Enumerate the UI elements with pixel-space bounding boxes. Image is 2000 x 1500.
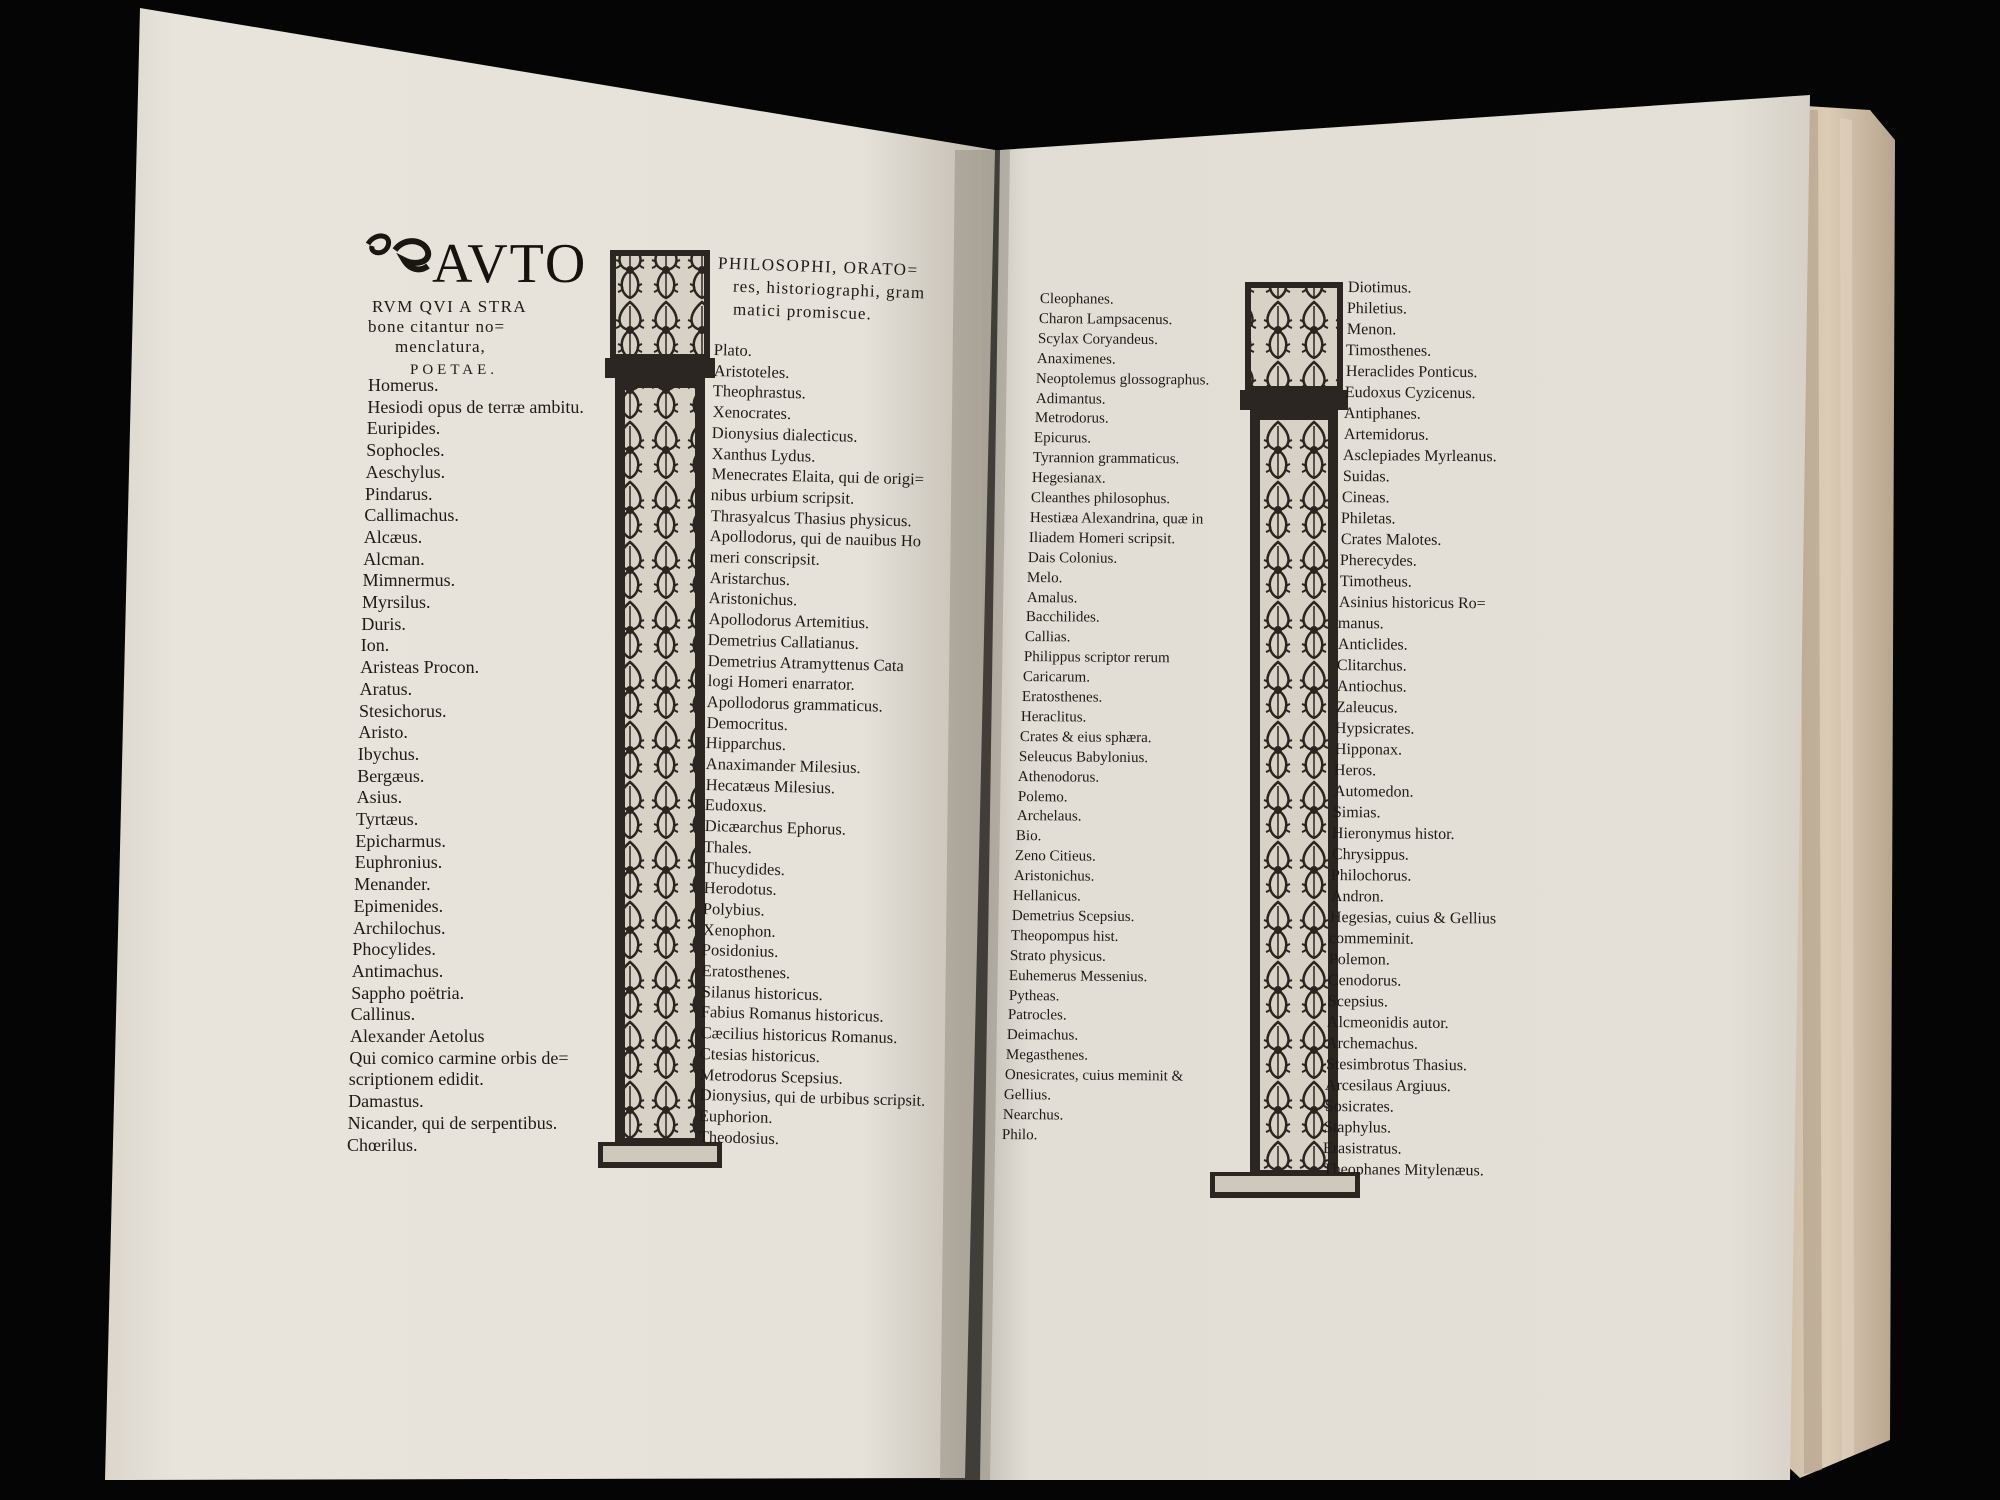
right-col2-entry: Pherecydes. xyxy=(1340,552,1418,570)
right-col1-entry: Seleucus Babylonius. xyxy=(1019,748,1149,766)
poet-entry: Bergæus. xyxy=(357,765,425,786)
poet-entry: Epicharmus. xyxy=(355,830,446,851)
right-col1-entry: Dais Colonius. xyxy=(1028,549,1118,567)
right-col2-entry: Artemidorus. xyxy=(1343,426,1429,444)
right-col1-entry: Scylax Coryandeus. xyxy=(1038,330,1159,348)
philosophi-heading-1: PHILOSOPHI, ORATO= xyxy=(717,253,919,280)
right-col2-entry: Asclepiades Myrleanus. xyxy=(1343,447,1497,466)
right-col1-entry: Euhemerus Messenius. xyxy=(1009,967,1148,985)
philosopher-entry: Hecatæus Milesius. xyxy=(705,774,835,798)
right-col1-entry: Hestiæa Alexandrina, quæ in xyxy=(1029,509,1204,528)
philosopher-entry: Eratosthenes. xyxy=(701,961,791,983)
philosopher-entry: Euphorion. xyxy=(698,1105,774,1127)
philosopher-entry: Metrodorus Scepsius. xyxy=(699,1064,844,1088)
right-col2-entry: Antiochus. xyxy=(1336,678,1407,696)
poet-entry: Qui comico carmine orbis de= xyxy=(349,1047,569,1068)
poet-entry: Ion. xyxy=(360,635,390,656)
right-col2-entry: commeminit. xyxy=(1329,930,1415,948)
philosopher-entry: nibus urbium scripsit. xyxy=(710,484,855,508)
philosopher-entry: Xanthus Lydus. xyxy=(711,443,816,466)
right-col2-entry: Chrysippus. xyxy=(1331,846,1409,864)
right-col2-entry: Clitarchus. xyxy=(1337,657,1407,675)
poet-entry: Aristeas Procon. xyxy=(360,657,480,678)
right-col2-entry: manus. xyxy=(1338,615,1385,633)
philosopher-entry: Anaximander Milesius. xyxy=(705,754,861,778)
poet-entry: Callimachus. xyxy=(364,505,459,526)
philosopher-entry: Aristarchus. xyxy=(709,567,790,589)
poet-entry: Euphronius. xyxy=(354,852,443,873)
right-col2-entry: Philetius. xyxy=(1347,300,1408,318)
right-col2-entry: Timosthenes. xyxy=(1346,342,1432,360)
right-col2-entry: Asinius historicus Ro= xyxy=(1338,594,1486,613)
poet-entry: Ibychus. xyxy=(357,743,420,764)
philosopher-entry: Demetrius Callatianus. xyxy=(707,629,860,653)
right-col1-entry: Nearchus. xyxy=(1002,1106,1064,1124)
poet-entry: Antimachus. xyxy=(351,960,444,981)
philosopher-entry: Theodosius. xyxy=(698,1126,780,1148)
poet-entry: Aratus. xyxy=(359,678,413,699)
heading-line-2: bone citantur no= xyxy=(368,317,506,336)
right-col1-entry: Neoptolemus glossographus. xyxy=(1036,370,1210,389)
right-col1-entry: Bio. xyxy=(1015,828,1042,845)
right-col2-entry: Heros. xyxy=(1334,762,1377,780)
right-col1-entry: Pytheas. xyxy=(1008,987,1059,1004)
philosopher-entry: Hipparchus. xyxy=(705,733,787,755)
philosophi-heading-3: matici promiscue. xyxy=(732,299,873,324)
right-col1-entry: Philippus scriptor rerum xyxy=(1023,649,1170,667)
philosophi-heading-2: res, historiographi, gram xyxy=(732,276,926,303)
right-col1-entry: Onesicrates, cuius meminit & xyxy=(1004,1067,1184,1085)
right-col1-entry: Athenodorus. xyxy=(1018,768,1100,786)
right-col2-entry: Zaleucus. xyxy=(1335,699,1398,717)
right-col1-entry: Megasthenes. xyxy=(1005,1047,1088,1064)
right-col2-entry: Crates Malotes. xyxy=(1340,531,1442,549)
right-col2-entry: Erasistratus. xyxy=(1323,1140,1403,1158)
poet-entry: Pindarus. xyxy=(365,483,433,504)
poet-entry: Callinus. xyxy=(350,1004,416,1025)
philosopher-entry: Xenophon. xyxy=(702,919,776,941)
right-col2-entry: Heraclides Ponticus. xyxy=(1345,363,1478,382)
right-col2-entry: Philochorus. xyxy=(1331,867,1412,885)
right-col2-entry: Theophanes Mitylenæus. xyxy=(1322,1161,1484,1180)
philosopher-entry: Thrasyalcus Thasius physicus. xyxy=(710,505,912,530)
poet-entry: Damastus. xyxy=(348,1091,424,1112)
right-col1-entry: Patrocles. xyxy=(1007,1007,1067,1024)
right-col2-entry: Polemon. xyxy=(1328,951,1390,969)
poet-entry: Alcman. xyxy=(363,548,425,569)
right-col1-entry: Cleanthes philosophus. xyxy=(1030,490,1171,508)
right-col1-entry: Callias. xyxy=(1024,629,1071,646)
poet-entry: scriptionem edidit. xyxy=(348,1069,484,1090)
right-col1-entry: Hegesianax. xyxy=(1031,470,1106,487)
philosopher-entry: Apollodorus, qui de nauibus Ho xyxy=(709,526,922,551)
right-col2-entry: Suidas. xyxy=(1342,468,1390,486)
right-col2-entry: Hegesias, cuius & Gellius xyxy=(1329,909,1497,928)
right-col1-entry: Archelaus. xyxy=(1016,808,1082,825)
philosopher-entry: Xenocrates. xyxy=(712,402,792,424)
right-col2-entry: Timotheus. xyxy=(1339,573,1412,591)
poet-entry: Archilochus. xyxy=(353,917,446,938)
philosopher-entry: Silanus historicus. xyxy=(701,981,823,1004)
right-col2-entry: Eudoxus Cyzicenus. xyxy=(1344,384,1476,403)
philosopher-entry: Herodotus. xyxy=(703,878,777,900)
philosopher-entry: Dionysius, qui de urbibus scripsit. xyxy=(699,1085,926,1111)
right-col2-entry: Cineas. xyxy=(1341,489,1390,507)
right-col1-entry: Anaximenes. xyxy=(1037,350,1117,368)
right-col1-entry: Crates & eius sphæra. xyxy=(1020,728,1152,746)
philosopher-entry: Polybius. xyxy=(702,898,766,920)
poet-entry: Mimnermus. xyxy=(362,570,456,591)
right-col1-entry: Hellanicus. xyxy=(1012,888,1081,905)
right-col2-entry: Archemachus. xyxy=(1326,1035,1419,1053)
right-col2-entry: Alcmeonidis autor. xyxy=(1326,1014,1449,1033)
poet-entry: Nicander, qui de serpentibus. xyxy=(347,1112,558,1133)
right-col1-entry: Eratosthenes. xyxy=(1021,689,1103,706)
poet-entry: Asius. xyxy=(356,787,403,808)
philosopher-entry: logi Homeri enarrator. xyxy=(707,671,855,695)
right-col1-entry: Theopompus hist. xyxy=(1011,927,1119,945)
right-col1-entry: Zeno Citieus. xyxy=(1014,848,1096,865)
philosopher-entry: Theophrastus. xyxy=(712,381,807,403)
heading-title: AVTO xyxy=(432,233,588,295)
right-col1-entry: Adimantus. xyxy=(1035,390,1106,408)
philosopher-entry: Eudoxus. xyxy=(704,795,768,817)
right-col1-entry: Deimachus. xyxy=(1006,1027,1078,1044)
poet-entry: Duris. xyxy=(361,613,406,634)
philosopher-entry: Aristoteles. xyxy=(713,360,790,382)
philosopher-entry: Ctesias historicus. xyxy=(699,1043,821,1066)
right-col2-entry: Staphylus. xyxy=(1323,1119,1392,1137)
poet-entry: Alcæus. xyxy=(363,526,423,547)
philosopher-entry: Aristonichus. xyxy=(708,588,798,610)
right-col2-entry: Antiphanes. xyxy=(1344,405,1422,423)
right-col2-entry: Simias. xyxy=(1332,804,1381,822)
right-col1-entry: Metrodorus. xyxy=(1034,410,1109,428)
philosopher-entry: Dicæarchus Ephorus. xyxy=(704,816,846,839)
poetae-heading: POETAE. xyxy=(410,362,499,378)
philosopher-entry: Posidonius. xyxy=(701,940,779,962)
right-col2-entry: Cenodorus. xyxy=(1328,972,1402,990)
right-col2-entry: Menon. xyxy=(1346,321,1397,339)
poet-entry: Myrsilus. xyxy=(362,592,431,612)
right-col1-entry: Tyrannion grammaticus. xyxy=(1032,450,1180,468)
right-col1-entry: Caricarum. xyxy=(1022,669,1090,686)
right-col2-entry: Diotimus. xyxy=(1347,279,1412,297)
poet-entry: Hesiodi opus de terræ ambitu. xyxy=(367,396,584,417)
right-col1-entry: Melo. xyxy=(1027,569,1063,586)
right-col2-entry: Scepsius. xyxy=(1327,993,1388,1011)
philosopher-entry: Apollodorus grammaticus. xyxy=(706,691,884,716)
right-col2-entry: Automedon. xyxy=(1333,783,1414,801)
poet-entry: Sappho poëtria. xyxy=(351,982,465,1003)
poet-entry: Sophocles. xyxy=(366,440,445,461)
right-col1-entry: Epicurus. xyxy=(1033,430,1091,447)
right-col2-entry: Hipponax. xyxy=(1334,741,1402,759)
right-col1-entry: Polemo. xyxy=(1017,788,1068,805)
right-col1-entry: Strato physicus. xyxy=(1010,947,1107,965)
poet-entry: Epimenides. xyxy=(353,895,444,916)
poet-entry: Tyrtæus. xyxy=(356,809,419,829)
philosopher-entry: Demetrius Atramyttenus Cata xyxy=(707,650,905,675)
right-col2-entry: Anticlides. xyxy=(1337,636,1408,654)
philosopher-entry: Fabius Romanus historicus. xyxy=(700,1002,885,1027)
philosopher-entry: Democritus. xyxy=(706,712,788,734)
poet-entry: Stesichorus. xyxy=(359,700,447,721)
philosopher-entry: Apollodorus Artemitius. xyxy=(708,609,870,633)
right-col1-entry: Bacchilides. xyxy=(1025,609,1100,627)
right-col1-entry: Demetrius Scepsius. xyxy=(1011,907,1135,925)
right-col2-entry: Philetas. xyxy=(1341,510,1397,528)
right-col1-entry: Philo. xyxy=(1002,1126,1038,1144)
poet-entry: Phocylides. xyxy=(352,939,436,960)
right-col1-entry: Heraclitus. xyxy=(1020,708,1087,726)
right-col2-entry: Stesimbrotus Thasius. xyxy=(1325,1056,1467,1075)
heading-line-3: menclatura, xyxy=(395,337,486,356)
right-col2-entry: Sosicrates. xyxy=(1324,1098,1394,1116)
poet-entry: Aeschylus. xyxy=(365,461,446,482)
poet-entry: Aristo. xyxy=(358,722,408,743)
poet-entry: Homerus. xyxy=(368,375,439,395)
right-col2-entry: Hieronymus histor. xyxy=(1332,825,1456,844)
poet-entry: Alexander Aetolus xyxy=(350,1026,485,1046)
right-col1-entry: Aristonichus. xyxy=(1013,868,1095,885)
philosopher-entry: Cæcilius historicus Romanus. xyxy=(700,1023,898,1048)
right-col1-entry: Amalus. xyxy=(1026,589,1077,606)
philosopher-entry: Thucydides. xyxy=(703,857,786,879)
right-col2-entry: Arcesilaus Argiuus. xyxy=(1325,1077,1452,1096)
poet-entry: Chœrilus. xyxy=(347,1134,418,1155)
right-col1-entry: Iliadem Homeri scripsit. xyxy=(1029,529,1176,548)
philosopher-entry: meri conscripsit. xyxy=(709,547,820,569)
philosopher-entry: Plato. xyxy=(713,340,753,360)
poet-entry: Euripides. xyxy=(366,418,441,439)
right-col2-entry: Andron. xyxy=(1330,888,1384,906)
right-col2-entry: Hypsicrates. xyxy=(1335,720,1415,738)
poet-entry: Menander. xyxy=(354,874,431,895)
philosopher-entry: Dionysius dialecticus. xyxy=(711,422,859,446)
philosopher-entry: Thales. xyxy=(703,836,753,858)
right-col1-entry: Charon Lampsacenus. xyxy=(1038,310,1173,329)
right-col1-entry: Cleophanes. xyxy=(1039,291,1114,308)
philosopher-entry: Menecrates Elaita, qui de origi= xyxy=(711,464,924,489)
heading-line-1: RVM QVI A STRA xyxy=(372,297,528,316)
right-col1-entry: Gellius. xyxy=(1003,1087,1052,1104)
